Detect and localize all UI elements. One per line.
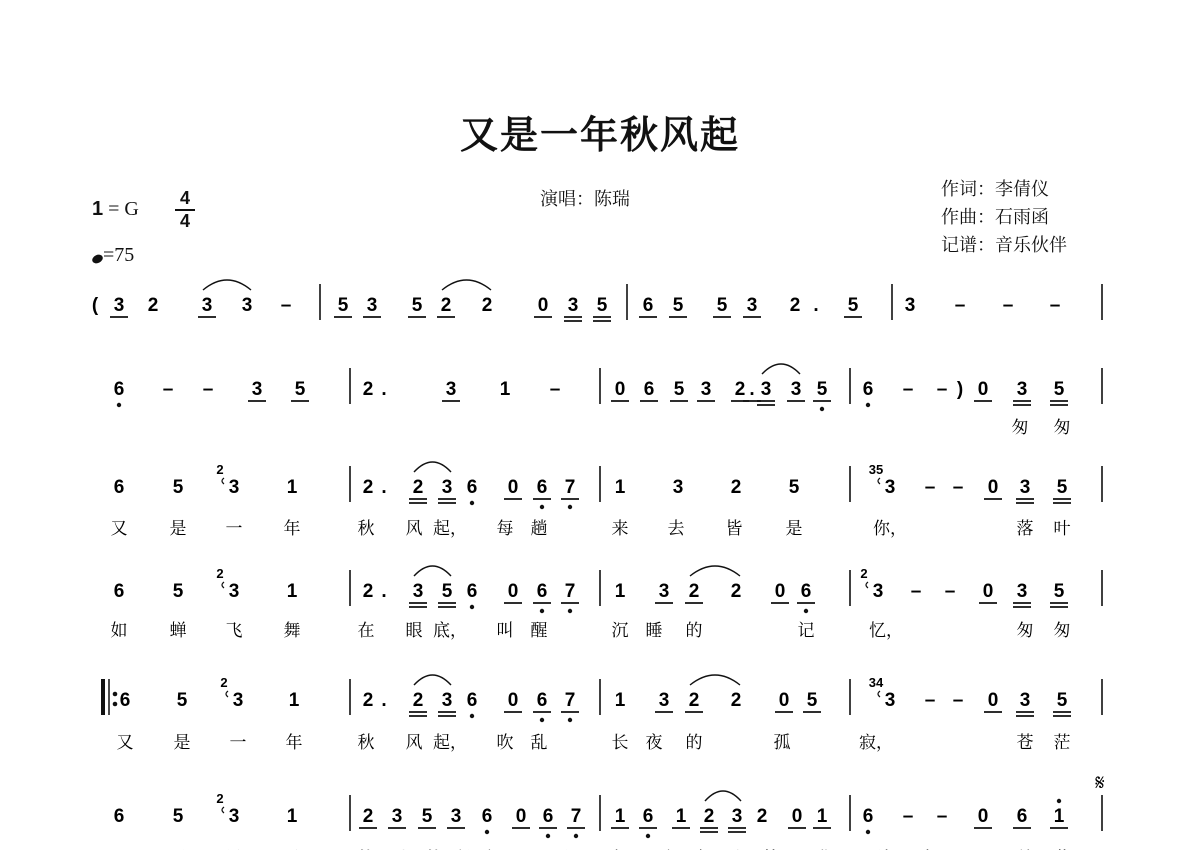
dash-extension: – <box>1049 295 1061 316</box>
lyric-char: 来 <box>611 519 629 539</box>
note-digit: 1 <box>614 806 626 827</box>
note-digit: 3 <box>731 806 743 827</box>
note-digit: 3 <box>450 806 462 827</box>
note-digit: 3 <box>1019 477 1031 498</box>
note-digit: 6 <box>481 806 493 827</box>
note-digit: 5 <box>673 379 685 400</box>
note-digit: 3 <box>241 295 253 316</box>
note-digit: 6 <box>800 581 812 602</box>
note-digit: . <box>749 379 755 400</box>
note-digit: 6 <box>642 295 654 316</box>
dash-extension: – <box>936 806 948 827</box>
tempo-marking: =75 <box>92 244 134 267</box>
repeat-dot <box>113 692 118 697</box>
note-digit: 3 <box>445 379 457 400</box>
time-signature: 4 4 <box>173 188 197 232</box>
lyric-char: 起， <box>433 519 467 539</box>
note-digit: 0 <box>614 379 626 400</box>
note-digit: 1 <box>286 806 298 827</box>
dash-extension: – <box>1002 295 1014 316</box>
note-digit: 0 <box>977 806 989 827</box>
note-digit: 6 <box>642 806 654 827</box>
note-digit: 5 <box>672 295 684 316</box>
grace-note: 35 <box>868 462 884 477</box>
low-octave-dot <box>568 718 572 722</box>
lyric-char: 苍 <box>1016 733 1034 753</box>
lyric-char: 年 <box>283 519 301 539</box>
note-digit: 2 <box>481 295 493 316</box>
note-digit: 3 <box>672 477 684 498</box>
note-digit: 3 <box>441 477 453 498</box>
note-digit: 1 <box>286 477 298 498</box>
note-digit: 3 <box>391 806 403 827</box>
note-digit: 6 <box>536 477 548 498</box>
note-digit: 3 <box>113 295 125 316</box>
note-digit: 5 <box>788 477 800 498</box>
note-digit: 3 <box>1016 581 1028 602</box>
note-digit: 2 <box>730 477 742 498</box>
note-digit: 0 <box>987 477 999 498</box>
note-digit: 3 <box>760 379 772 400</box>
lyric-char: 的 <box>685 733 703 753</box>
low-octave-dot <box>546 834 550 838</box>
note-digit: 7 <box>564 690 576 711</box>
note-digit: 3 <box>884 477 896 498</box>
note-digit: 3 <box>1016 379 1028 400</box>
note-digit: 1 <box>614 690 626 711</box>
transcriber-credit: 记谱：音乐伙伴 <box>941 235 1067 256</box>
low-octave-dot <box>574 834 578 838</box>
lyric-char: 年 <box>285 733 303 753</box>
note-digit: 3 <box>746 295 758 316</box>
note-digit: 6 <box>862 379 874 400</box>
tie-arc <box>690 675 740 685</box>
lyric-char: 的 <box>685 621 703 641</box>
composer-credit: 作曲：石雨函 <box>941 207 1049 228</box>
lyric-char: 飞 <box>225 621 243 641</box>
low-octave-dot <box>804 609 808 613</box>
dash-extension: – <box>936 379 948 400</box>
low-octave-dot <box>117 403 121 407</box>
note-digit: 1 <box>816 806 828 827</box>
note-digit: 6 <box>113 477 125 498</box>
note-digit: 5 <box>806 690 818 711</box>
note-digit: . <box>813 295 819 316</box>
lyric-char: 又 <box>116 733 134 753</box>
note-digit: 0 <box>515 806 527 827</box>
note-digit: 6 <box>466 581 478 602</box>
note-digit: 3 <box>228 477 240 498</box>
note-digit: 3 <box>441 690 453 711</box>
note-digit: 6 <box>119 690 131 711</box>
note-digit: 1 <box>288 690 300 711</box>
grace-slur <box>866 582 868 588</box>
note-digit: 3 <box>790 379 802 400</box>
lyric-char: 每 <box>496 519 514 539</box>
lyric-char: 皆 <box>725 519 743 539</box>
note-digit: 2 <box>730 690 742 711</box>
note-digit: 2 <box>362 477 374 498</box>
lyric-char: 舞 <box>283 621 301 641</box>
note-digit: 6 <box>466 477 478 498</box>
note-digit: 2 <box>362 379 374 400</box>
low-octave-dot <box>568 505 572 509</box>
dash-extension: – <box>944 581 956 602</box>
lyric-char: 醒 <box>530 621 548 641</box>
note-digit: 6 <box>113 806 125 827</box>
note-digit: 0 <box>982 581 994 602</box>
lyric-char: 记 <box>797 621 815 641</box>
lyric-char: 叫 <box>496 621 514 641</box>
note-digit: 0 <box>791 806 803 827</box>
grace-slur <box>878 478 880 484</box>
note-digit: 3 <box>228 806 240 827</box>
note-digit: 5 <box>337 295 349 316</box>
note-digit: 2 <box>440 295 452 316</box>
tie-arc <box>762 364 800 374</box>
note-digit: 1 <box>614 477 626 498</box>
lyric-char: 叶 <box>1053 519 1071 539</box>
lyric-char: 在 <box>357 621 375 641</box>
note-digit: 2 <box>362 806 374 827</box>
note-digit: 6 <box>1016 806 1028 827</box>
lyric-char: 底， <box>433 621 467 641</box>
lyric-char: 风 <box>405 519 423 539</box>
lyric-char: 寂， <box>859 733 893 753</box>
note-digit: 3 <box>658 581 670 602</box>
dash-extension: – <box>924 690 936 711</box>
note-digit: 3 <box>872 581 884 602</box>
note-digit: 0 <box>507 477 519 498</box>
note-digit: . <box>381 690 387 711</box>
note-digit: 5 <box>411 295 423 316</box>
note-digit: 5 <box>172 581 184 602</box>
low-octave-dot <box>820 407 824 411</box>
note-digit: 3 <box>658 690 670 711</box>
tie-arc <box>705 791 741 801</box>
lyric-char: 长 <box>611 733 629 753</box>
note-digit: 2 <box>147 295 159 316</box>
lyric-char: 夜 <box>645 733 663 753</box>
lyric-char: 起， <box>433 733 467 753</box>
low-octave-dot <box>866 403 870 407</box>
lyric-char: 茫 <box>1053 733 1071 753</box>
dash-extension: – <box>902 379 914 400</box>
note-digit: 2 <box>734 379 746 400</box>
lyric-char: 你， <box>873 519 907 539</box>
note-digit: . <box>381 477 387 498</box>
lyric-char: 孤 <box>773 733 791 753</box>
note-digit: 1 <box>614 581 626 602</box>
lyric-char: 风 <box>405 733 423 753</box>
lyric-char: 吹 <box>496 733 514 753</box>
note-digit: 1 <box>286 581 298 602</box>
low-octave-dot <box>470 501 474 505</box>
note-digit: 5 <box>176 690 188 711</box>
low-octave-dot <box>470 714 474 718</box>
lyric-char: 是 <box>169 519 187 539</box>
note-digit: 5 <box>294 379 306 400</box>
note-digit: 0 <box>778 690 790 711</box>
low-octave-dot <box>485 830 489 834</box>
lyric-char: 匆 <box>1011 418 1029 438</box>
note-digit: 6 <box>643 379 655 400</box>
note-digit: ( <box>91 295 99 316</box>
note-digit: . <box>381 581 387 602</box>
note-digit: 5 <box>716 295 728 316</box>
grace-note: 2 <box>216 566 224 581</box>
high-octave-dot <box>1057 799 1061 803</box>
lyric-char: 趟 <box>530 519 548 539</box>
lyric-char: 匆 <box>1053 621 1071 641</box>
lyric-char: 蝉 <box>169 621 187 641</box>
performer-credit: 演唱：陈瑞 <box>540 189 630 210</box>
note-digit: 3 <box>904 295 916 316</box>
note-digit: 6 <box>466 690 478 711</box>
lyric-char: 秋 <box>357 519 375 539</box>
note-digit: . <box>381 379 387 400</box>
tie-arc <box>442 280 491 290</box>
dash-extension: – <box>924 477 936 498</box>
note-digit: 3 <box>251 379 263 400</box>
note-digit: 1 <box>499 379 511 400</box>
note-digit: 7 <box>564 477 576 498</box>
dash-extension: – <box>280 295 292 316</box>
lyric-char: 沉 <box>611 621 629 641</box>
lyric-char: 乱 <box>530 733 548 753</box>
note-digit: 2 <box>730 581 742 602</box>
note-digit: 0 <box>507 690 519 711</box>
note-digit: 3 <box>700 379 712 400</box>
repeat-dot <box>113 702 118 707</box>
lyricist-credit: 作词：李倩仪 <box>941 179 1049 200</box>
note-digit: 6 <box>536 581 548 602</box>
note-digit: 5 <box>172 806 184 827</box>
lyric-char: 眼 <box>405 621 423 641</box>
note-digit: 5 <box>421 806 433 827</box>
note-digit: 3 <box>366 295 378 316</box>
lyric-char: 如 <box>110 621 128 641</box>
grace-slur <box>222 807 224 813</box>
dash-extension: – <box>952 477 964 498</box>
dash-extension: – <box>954 295 966 316</box>
grace-note: 34 <box>868 675 884 690</box>
note-digit: 5 <box>596 295 608 316</box>
note-digit: 3 <box>228 581 240 602</box>
note-digit: 2 <box>362 581 374 602</box>
low-octave-dot <box>568 609 572 613</box>
note-digit: 3 <box>201 295 213 316</box>
note-digit: 6 <box>536 690 548 711</box>
lyric-char: 匆 <box>1016 621 1034 641</box>
note-digit: 2 <box>688 581 700 602</box>
note-digit: 0 <box>774 581 786 602</box>
note-digit: 5 <box>1053 581 1065 602</box>
note-digit: ) <box>956 379 964 400</box>
note-digit: 0 <box>537 295 549 316</box>
lyric-char: 一 <box>229 733 247 753</box>
note-digit: 6 <box>113 379 125 400</box>
lyric-char: 是 <box>173 733 191 753</box>
lyric-char: 秋 <box>357 733 375 753</box>
note-digit: 3 <box>412 581 424 602</box>
note-digit: 5 <box>816 379 828 400</box>
note-digit: 5 <box>441 581 453 602</box>
note-digit: 5 <box>847 295 859 316</box>
note-digit: 6 <box>542 806 554 827</box>
tie-arc <box>414 675 451 685</box>
note-digit: 1 <box>1053 806 1065 827</box>
key-signature: 1 = G <box>92 198 139 220</box>
dash-extension: – <box>162 379 174 400</box>
tie-arc <box>414 462 451 472</box>
low-octave-dot <box>646 834 650 838</box>
low-octave-dot <box>470 605 474 609</box>
note-digit: 5 <box>1053 379 1065 400</box>
dash-extension: – <box>902 806 914 827</box>
low-octave-dot <box>540 505 544 509</box>
tie-arc <box>414 566 451 576</box>
grace-note: 2 <box>220 675 228 690</box>
lyric-char: 落 <box>1016 519 1034 539</box>
grace-note: 2 <box>860 566 868 581</box>
note-digit: 7 <box>564 581 576 602</box>
dash-extension: – <box>952 690 964 711</box>
note-digit: 3 <box>232 690 244 711</box>
dash-extension: – <box>910 581 922 602</box>
note-digit: 3 <box>884 690 896 711</box>
note-digit: 5 <box>1056 477 1068 498</box>
lyric-char: 睡 <box>645 621 663 641</box>
note-digit: 2 <box>789 295 801 316</box>
grace-slur <box>226 691 228 697</box>
song-title: 又是一年秋风起 <box>459 113 740 157</box>
dash-extension: – <box>549 379 561 400</box>
note-digit: 6 <box>113 581 125 602</box>
grace-slur <box>222 478 224 484</box>
grace-note: 2 <box>216 791 224 806</box>
note-digit: 7 <box>570 806 582 827</box>
lyric-char: 匆 <box>1053 418 1071 438</box>
low-octave-dot <box>866 830 870 834</box>
note-digit: 2 <box>412 477 424 498</box>
lyric-char: 去 <box>667 519 685 539</box>
grace-note: 2 <box>216 462 224 477</box>
note-digit: 3 <box>1019 690 1031 711</box>
low-octave-dot <box>540 718 544 722</box>
note-digit: 0 <box>977 379 989 400</box>
lyric-char: 又 <box>110 519 128 539</box>
note-digit: 5 <box>172 477 184 498</box>
note-digit: 2 <box>412 690 424 711</box>
dash-extension: – <box>202 379 214 400</box>
tie-arc <box>690 566 740 576</box>
note-digit: 3 <box>567 295 579 316</box>
lyric-char: 一 <box>225 519 243 539</box>
low-octave-dot <box>540 609 544 613</box>
note-digit: 2 <box>756 806 768 827</box>
tie-arc <box>203 280 251 290</box>
note-digit: 2 <box>703 806 715 827</box>
lyric-char: 忆， <box>869 621 903 641</box>
segno-icon: 𝄋 <box>1095 771 1105 796</box>
note-digit: 2 <box>362 690 374 711</box>
note-digit: 5 <box>1056 690 1068 711</box>
lyric-char: 是 <box>785 519 803 539</box>
grace-slur <box>222 582 224 588</box>
note-digit: 1 <box>675 806 687 827</box>
note-digit: 6 <box>862 806 874 827</box>
note-digit: 0 <box>987 690 999 711</box>
note-digit: 2 <box>688 690 700 711</box>
note-digit: 0 <box>507 581 519 602</box>
grace-slur <box>878 691 880 697</box>
